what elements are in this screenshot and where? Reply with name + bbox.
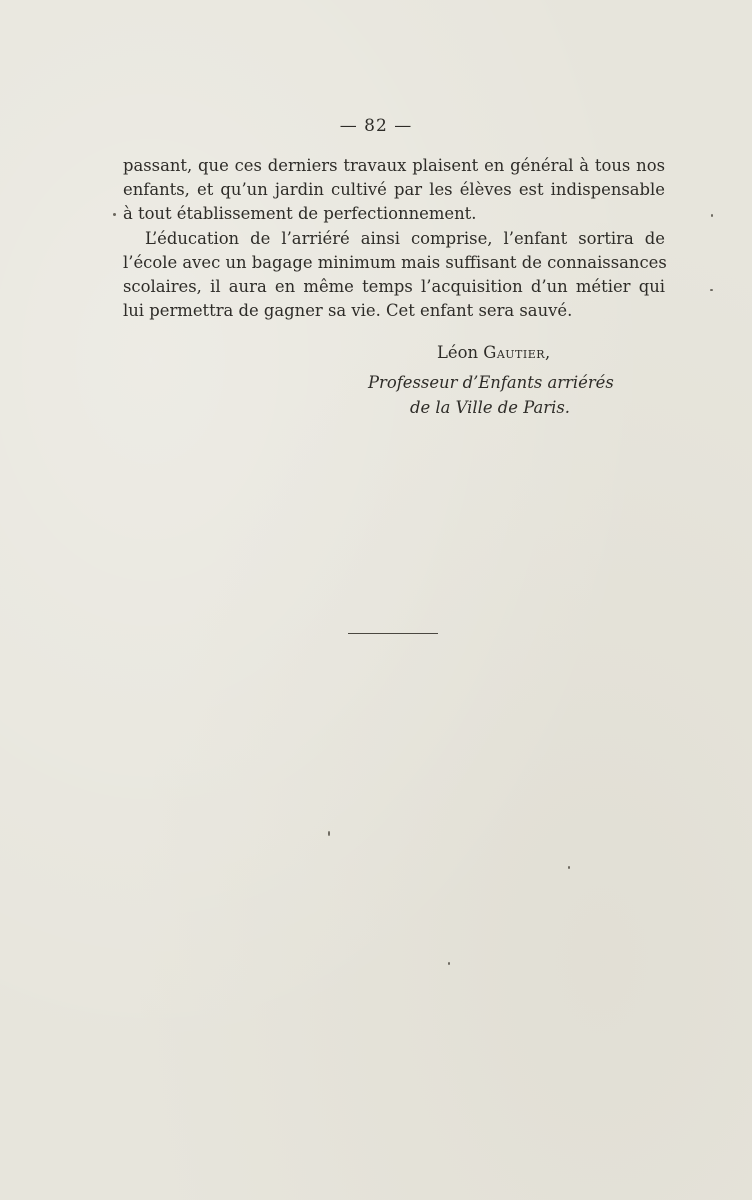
paper-speck	[113, 213, 116, 216]
body-text	[123, 154, 665, 323]
paragraph-1-line-2: enfants, et qu’un jardin cultivé par les élèves est indispensable	[123, 180, 665, 200]
author-name	[437, 340, 550, 365]
paper-speck	[711, 214, 713, 217]
paper-speck	[328, 831, 330, 836]
paragraph-2-line-2: l’école avec un bagage minimum mais suffisant de connaissances	[123, 252, 667, 272]
author-title-line-2: de la Ville de Paris.	[410, 398, 570, 417]
author-last-name: Gautier	[483, 343, 546, 362]
author-name-suffix: ,	[545, 343, 551, 362]
section-divider-rule	[348, 633, 438, 634]
paragraph-2-line-1: L’éducation de l’arriéré ainsi comprise, l’enfant sortira de	[145, 228, 665, 248]
paragraph-2-line-4: lui permettra de gagner sa vie. Cet enfant sera sauvé.	[123, 301, 573, 321]
paper-speck	[710, 289, 713, 291]
paragraph-2-line-3: scolaires, il aura en même temps l’acquisition d’un métier qui	[123, 277, 665, 297]
page-number: — 82 —	[339, 116, 413, 136]
paragraph-1-line-3: à tout établissement de perfectionnement.	[123, 204, 477, 224]
paragraph-1-line-1: passant, que ces derniers travaux plaisent en général à tous nos	[123, 156, 665, 175]
author-title-line-1: Professeur d’Enfants arriérés	[368, 373, 614, 392]
author-first-name: Léon	[437, 343, 479, 362]
paper-speck	[448, 962, 450, 965]
paper-speck	[568, 866, 570, 869]
